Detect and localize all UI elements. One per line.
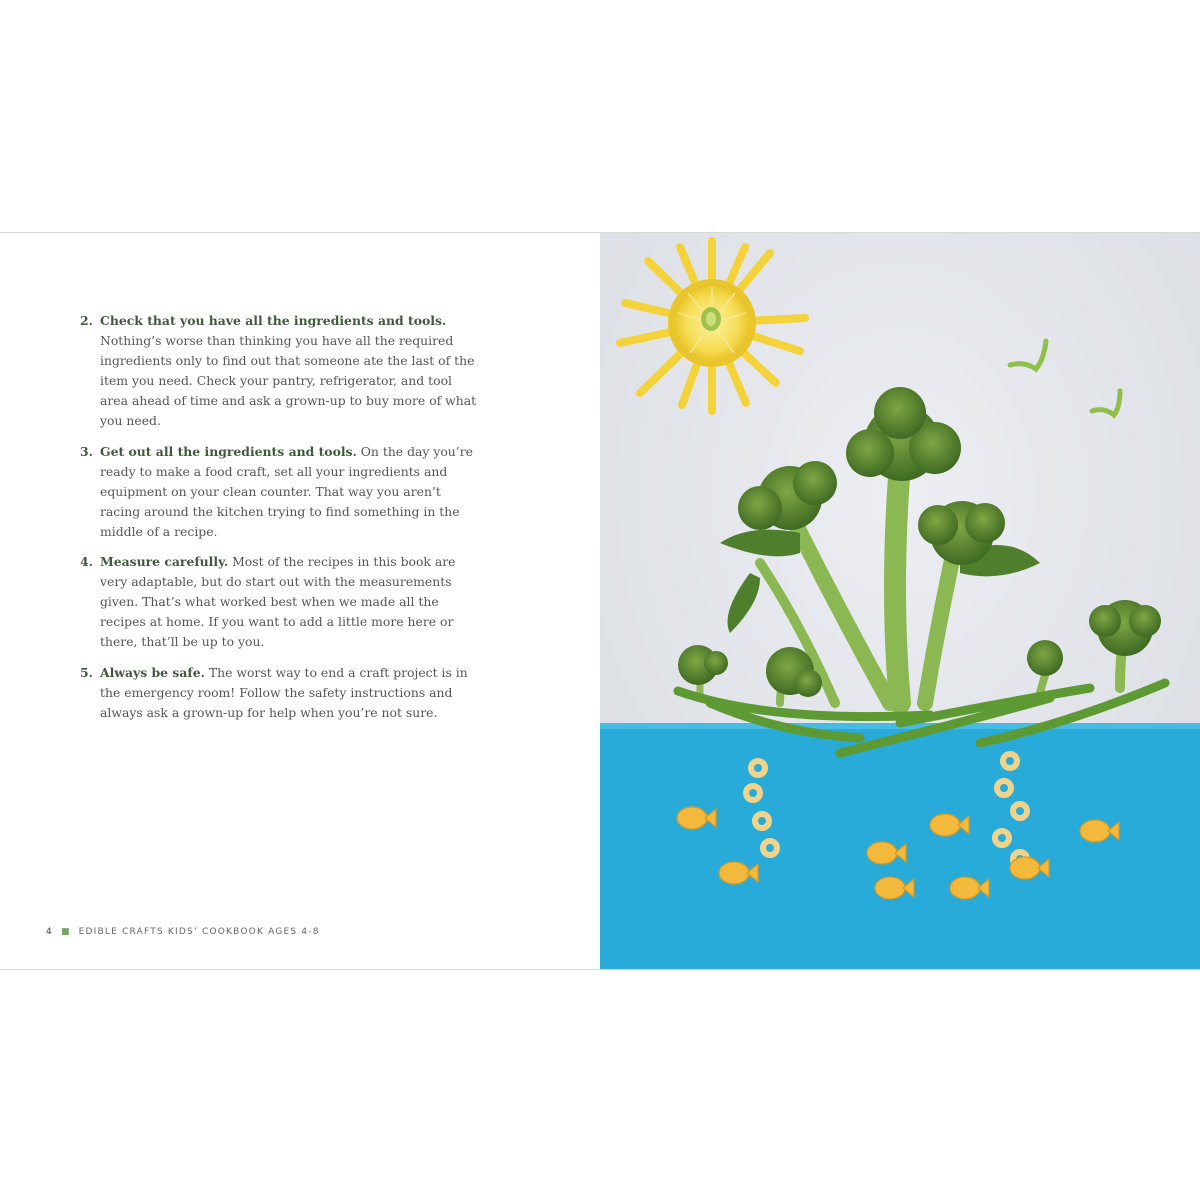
step-title: Always be safe. <box>100 664 205 680</box>
step-item <box>80 663 480 723</box>
steps-list <box>80 311 480 733</box>
step-item <box>80 442 480 542</box>
step-title: Measure carefully. <box>100 554 229 570</box>
step-body: The worst way to end a craft project is in the emergency room! Follow the safety instructions and always ask a grown-up for help when you’re not sure. <box>100 664 468 720</box>
step-number: 4. <box>80 554 93 570</box>
step-number: 2. <box>80 313 93 328</box>
food-art-illustration <box>600 233 1200 969</box>
page-number: 4 <box>46 927 53 937</box>
food-art-photo <box>600 233 1200 969</box>
step-item <box>80 552 480 652</box>
step-body: Nothing’s worse than thinking you have all the required ingredients only to find out that someone ate the last of the item you need. Check your pantry, refrigerator, and tool area ahead of time and ask a grown-up to buy more of what you need. <box>100 333 477 429</box>
book-spread <box>0 232 1200 970</box>
step-title: Get out all the ingredients and tools. <box>100 443 357 459</box>
step-body: On the day you’re ready to make a food craft, set all your ingredients and equipment on your clean counter. That way you aren’t racing around the kitchen trying to find something in the middle of a recipe. <box>100 443 473 539</box>
page-footer <box>46 927 320 937</box>
step-title: Check that you have all the ingredients and tools. <box>100 313 447 328</box>
water-cutting-board <box>600 723 1200 969</box>
step-number: 5. <box>80 664 93 680</box>
step-number: 3. <box>80 443 93 459</box>
running-title: EDIBLE CRAFTS KIDS’ COOKBOOK AGES 4-8 <box>78 927 320 937</box>
footer-separator: ■ <box>60 927 71 937</box>
step-item <box>80 311 480 432</box>
left-page <box>0 233 600 969</box>
step-body: Most of the recipes in this book are very adaptable, but do start out with the measurements given. That’s what worked best when we made all the recipes at home. If you want to add a little more here or there, that’ll be up to you. <box>100 554 456 650</box>
